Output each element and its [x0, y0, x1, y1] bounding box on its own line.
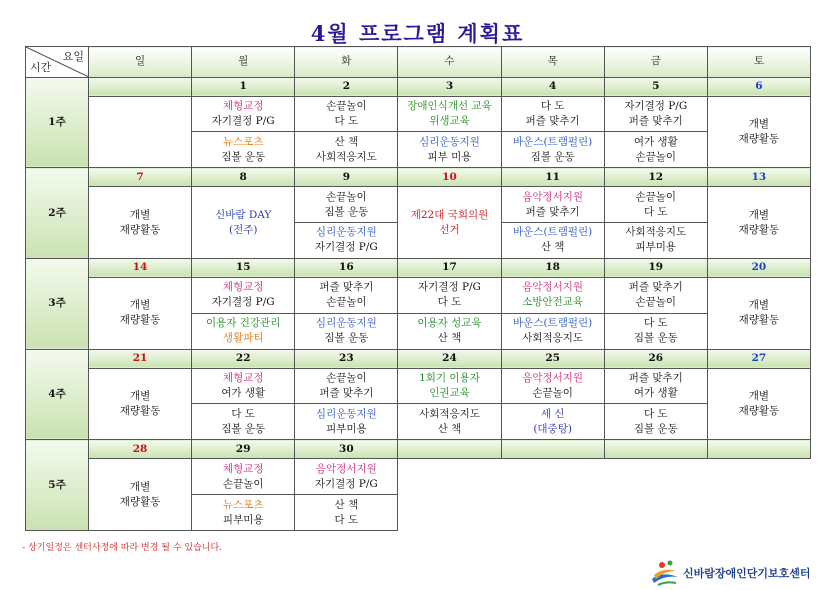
- week5-date-sat: [707, 440, 810, 459]
- program-item: 음악정서지원: [522, 281, 584, 294]
- week4-date-fri: 26: [604, 349, 707, 368]
- week4-date-tue: 23: [295, 349, 398, 368]
- program-item: 다 도: [334, 513, 359, 526]
- week2-date-sat: 13: [707, 168, 810, 187]
- program-item: 퍼즐 맞추기: [319, 281, 374, 294]
- week4-date-row: [26, 349, 811, 368]
- week3-date-mon: 15: [192, 258, 295, 277]
- program-item: 재량활동: [738, 404, 780, 417]
- program-item: 자기결정 P/G: [314, 241, 378, 254]
- week3-sat-cell: [707, 277, 810, 349]
- program-item: 바운스(트램펄린): [513, 317, 593, 330]
- week4-sun-cell: [89, 368, 192, 440]
- program-item: 사회적응지도: [625, 226, 687, 239]
- week4-date-wed: 24: [398, 349, 501, 368]
- week1-date-sun: [89, 77, 192, 96]
- week1-date-tue: 2: [295, 77, 398, 96]
- program-item: 1회기 이용자: [419, 371, 480, 384]
- week4-fri-b: [604, 404, 707, 440]
- program-item: 여가 생활: [633, 135, 678, 148]
- program-item: 손끝놀이: [532, 386, 573, 399]
- program-item: 재량활동: [119, 495, 161, 508]
- week3-mon-b: [192, 313, 295, 349]
- program-item: 사회적응지도: [315, 150, 377, 163]
- week3-wed-b: [398, 313, 501, 349]
- week3-date-wed: 17: [398, 258, 501, 277]
- program-item: 짐볼 운동: [324, 332, 369, 345]
- week4-date-mon: 22: [192, 349, 295, 368]
- week5-tue-b: [295, 495, 398, 531]
- program-item: 자기결정 P/G: [418, 281, 481, 294]
- week2-tue-a: [295, 187, 398, 223]
- program-item: 체형교정: [222, 371, 264, 384]
- program-item: 짐볼 운동: [221, 150, 266, 163]
- week2-fri-a: [604, 187, 707, 223]
- week1-label: 1주: [26, 77, 89, 168]
- program-item: 산 책: [334, 498, 359, 511]
- program-item: 손끝놀이: [326, 190, 367, 203]
- week4-mon-b: [192, 404, 295, 440]
- week1-date-row: [26, 77, 811, 96]
- week4-sat-cell: [707, 368, 810, 440]
- program-item: 자기결정 P/G: [211, 114, 275, 127]
- week3-wed-a: [398, 277, 501, 313]
- week3-label: 3주: [26, 258, 89, 349]
- week3-thu-a: [501, 277, 604, 313]
- week3-thu-b: [501, 313, 604, 349]
- program-item: 짐볼 운동: [221, 422, 266, 435]
- week3-date-fri: 19: [604, 258, 707, 277]
- week1-program-row-a: [26, 96, 811, 132]
- program-item: 다 도: [437, 296, 462, 309]
- program-item: 선거: [439, 223, 460, 236]
- week1-sat-cell: [707, 96, 810, 168]
- week4-date-thu: 25: [501, 349, 604, 368]
- week1-mon-a: [192, 96, 295, 132]
- program-item: 재량활동: [738, 314, 780, 327]
- program-item: 심리운동지원: [419, 135, 480, 148]
- program-item: 자기결정 P/G: [314, 477, 378, 490]
- program-item: 자기결정 P/G: [624, 99, 688, 112]
- week1-date-wed: 3: [398, 77, 501, 96]
- program-item: 음악정서지원: [522, 371, 584, 384]
- schedule-table: [25, 46, 811, 531]
- week4-tue-b: [295, 404, 398, 440]
- week5-date-thu: [501, 440, 604, 459]
- center-logo: [648, 557, 835, 589]
- week5-sun-cell: [89, 459, 192, 531]
- week4-mon-a: [192, 368, 295, 404]
- program-item: 개별: [748, 117, 770, 130]
- program-item: 개별: [748, 389, 770, 402]
- program-item: 세 신: [540, 407, 565, 420]
- program-item: 손끝놀이: [635, 150, 677, 163]
- week5-date-wed: [398, 440, 501, 459]
- week1-thu-b: [501, 132, 604, 168]
- week3-date-thu: 18: [501, 258, 604, 277]
- program-item: 짐볼 운동: [530, 150, 575, 163]
- week4-date-sat: 27: [707, 349, 810, 368]
- week1-mon-b: [192, 132, 295, 168]
- program-item: 손끝놀이: [326, 296, 367, 309]
- program-item: 생활파티: [222, 332, 264, 345]
- program-item: 여가 생활: [633, 386, 678, 399]
- week5-date-sun: 28: [89, 440, 192, 459]
- week1-tue-a: [295, 96, 398, 132]
- program-item: 개별: [129, 208, 151, 221]
- program-item: 제22대 국회의원: [410, 208, 489, 221]
- program-item: 체형교정: [222, 462, 264, 475]
- program-item: 손끝놀이: [635, 190, 677, 203]
- week3-date-row: [26, 258, 811, 277]
- week2-date-thu: 11: [501, 168, 604, 187]
- week2-fri-b: [604, 223, 707, 259]
- week2-date-wed: 10: [398, 168, 501, 187]
- program-item: 체형교정: [222, 281, 264, 294]
- program-item: 다 도: [334, 114, 359, 127]
- corner-day-label: 요일: [62, 50, 84, 63]
- week3-date-tue: 16: [295, 258, 398, 277]
- program-item: 심리운동지원: [315, 226, 377, 239]
- program-item: 손끝놀이: [326, 371, 367, 384]
- program-item: 퍼즐 맞추기: [319, 386, 374, 399]
- header-day-sat: 토: [707, 47, 810, 78]
- program-item: 피부 미용: [427, 150, 472, 163]
- week5-empty-area: [398, 459, 811, 531]
- program-item: 위생교육: [429, 114, 470, 127]
- program-item: 다 도: [643, 205, 668, 218]
- week5-date-mon: 29: [192, 440, 295, 459]
- program-item: 장애인식개선 교육: [407, 99, 492, 112]
- week1-date-sat: 6: [707, 77, 810, 96]
- week1-wed-a: [398, 96, 501, 132]
- week5-mon-a: [192, 459, 295, 495]
- header-day-tue: 화: [295, 47, 398, 78]
- week5-tue-a: [295, 459, 398, 495]
- program-item: 퍼즐 맞추기: [525, 114, 580, 127]
- header-day-thu: 목: [501, 47, 604, 78]
- week5-program-row-a: [26, 459, 811, 495]
- week3-date-sun: 14: [89, 258, 192, 277]
- program-item: 손끝놀이: [222, 477, 264, 490]
- header-corner: [26, 47, 89, 78]
- week4-label: 4주: [26, 349, 89, 440]
- program-item: 손끝놀이: [635, 296, 677, 309]
- program-item: 다 도: [231, 407, 256, 420]
- week1-date-thu: 4: [501, 77, 604, 96]
- week4-tue-a: [295, 368, 398, 404]
- week2-sun-cell: [89, 187, 192, 259]
- program-item: 다 도: [643, 317, 668, 330]
- week2-wed-cell: [398, 187, 501, 259]
- program-item: 퍼즐 맞추기: [525, 205, 580, 218]
- week5-mon-b: [192, 495, 295, 531]
- program-item: 개별: [129, 299, 151, 312]
- program-item: 피부미용: [635, 241, 677, 254]
- week1-date-fri: 5: [604, 77, 707, 96]
- week2-label: 2주: [26, 168, 89, 259]
- program-item: 피부미용: [326, 422, 367, 435]
- corner-time-label: 시간: [30, 60, 52, 74]
- program-item: 퍼즐 맞추기: [628, 281, 683, 294]
- header-day-fri: 금: [604, 47, 707, 78]
- week1-wed-b: [398, 132, 501, 168]
- program-item: 음악정서지원: [522, 190, 584, 203]
- program-item: 산 책: [540, 241, 565, 254]
- program-item: 사회적응지도: [522, 332, 584, 345]
- program-item: 사회적응지도: [419, 407, 480, 420]
- program-item: 재량활동: [738, 132, 780, 145]
- program-item: 음악정서지원: [315, 462, 377, 475]
- week2-mon-cell: [192, 187, 295, 259]
- week4-date-sun: 21: [89, 349, 192, 368]
- program-item: 뉴스포츠: [222, 135, 264, 148]
- program-item: 산 책: [437, 422, 462, 435]
- week5-date-tue: 30: [295, 440, 398, 459]
- program-item: 개별: [748, 299, 770, 312]
- week5-date-row: [26, 440, 811, 459]
- week1-fri-a: [604, 96, 707, 132]
- week2-sat-cell: [707, 187, 810, 259]
- week2-date-fri: 12: [604, 168, 707, 187]
- week1-fri-b: [604, 132, 707, 168]
- week2-program-row-a: [26, 187, 811, 223]
- program-item: (전주): [228, 223, 258, 236]
- program-item: 짐볼 운동: [324, 205, 369, 218]
- week3-mon-a: [192, 277, 295, 313]
- week3-fri-a: [604, 277, 707, 313]
- header-row: [26, 47, 811, 78]
- week1-thu-a: [501, 96, 604, 132]
- program-item: 재량활동: [738, 223, 780, 236]
- week4-fri-a: [604, 368, 707, 404]
- program-item: 짐볼 운동: [633, 332, 678, 345]
- program-item: 자기결정 P/G: [211, 296, 275, 309]
- program-item: 퍼즐 맞추기: [628, 371, 683, 384]
- program-item: 짐볼 운동: [633, 422, 678, 435]
- program-item: 다 도: [643, 407, 668, 420]
- header-day-wed: 수: [398, 47, 501, 78]
- header-day-mon: 월: [192, 47, 295, 78]
- week2-date-tue: 9: [295, 168, 398, 187]
- program-item: 재량활동: [119, 223, 161, 236]
- header-day-sun: 일: [89, 47, 192, 78]
- program-item: 퍼즐 맞추기: [628, 114, 683, 127]
- program-item: 개별: [129, 389, 151, 402]
- week5-date-fri: [604, 440, 707, 459]
- program-item: 산 책: [437, 332, 462, 345]
- week4-wed-a: [398, 368, 501, 404]
- program-item: 재량활동: [119, 314, 161, 327]
- logo-text: 신바람장애인단기보호센터: [683, 567, 811, 580]
- program-item: (대중탕): [533, 422, 572, 435]
- week4-thu-a: [501, 368, 604, 404]
- week2-thu-b: [501, 223, 604, 259]
- week3-sun-cell: [89, 277, 192, 349]
- week1-date-mon: 1: [192, 77, 295, 96]
- week2-thu-a: [501, 187, 604, 223]
- program-item: 이용자 건강관리: [206, 317, 281, 330]
- program-item: 인권교육: [429, 386, 470, 399]
- week4-thu-b: [501, 404, 604, 440]
- program-item: 심리운동지원: [315, 317, 377, 330]
- week5-label: 5주: [26, 440, 89, 531]
- week3-tue-b: [295, 313, 398, 349]
- program-item: 소방안전교육: [522, 296, 584, 309]
- footnote: - 상기일정은 센터사정에 따라 변경 될 수 있습니다.: [22, 543, 223, 553]
- program-item: 심리운동지원: [315, 407, 377, 420]
- program-item: 체형교정: [222, 99, 264, 112]
- program-item: 이용자 성교육: [417, 317, 482, 330]
- program-item: 신바람 DAY: [215, 208, 272, 221]
- program-item: 개별: [129, 480, 151, 493]
- week3-tue-a: [295, 277, 398, 313]
- week4-program-row-a: [26, 368, 811, 404]
- page-title: 4월 프로그램 계획표: [0, 18, 835, 48]
- week2-date-sun: 7: [89, 168, 192, 187]
- logo-icon: [648, 557, 682, 589]
- week2-date-row: [26, 168, 811, 187]
- program-item: 재량활동: [119, 404, 161, 417]
- program-item: 뉴스포츠: [222, 498, 264, 511]
- program-item: 개별: [748, 208, 770, 221]
- program-item: 여가 생활: [221, 386, 266, 399]
- program-item: 다 도: [540, 99, 565, 112]
- program-item: 피부미용: [222, 513, 264, 526]
- program-item: 바운스(트램펄린): [513, 135, 593, 148]
- week2-date-mon: 8: [192, 168, 295, 187]
- week2-tue-b: [295, 223, 398, 259]
- program-item: 바운스(트램펄린): [513, 226, 593, 239]
- week4-wed-b: [398, 404, 501, 440]
- week3-date-sat: 20: [707, 258, 810, 277]
- week3-program-row-a: [26, 277, 811, 313]
- program-item: 산 책: [334, 135, 359, 148]
- week1-tue-b: [295, 132, 398, 168]
- week1-sun-cell: [89, 96, 192, 168]
- week3-fri-b: [604, 313, 707, 349]
- program-item: 손끝놀이: [326, 99, 367, 112]
